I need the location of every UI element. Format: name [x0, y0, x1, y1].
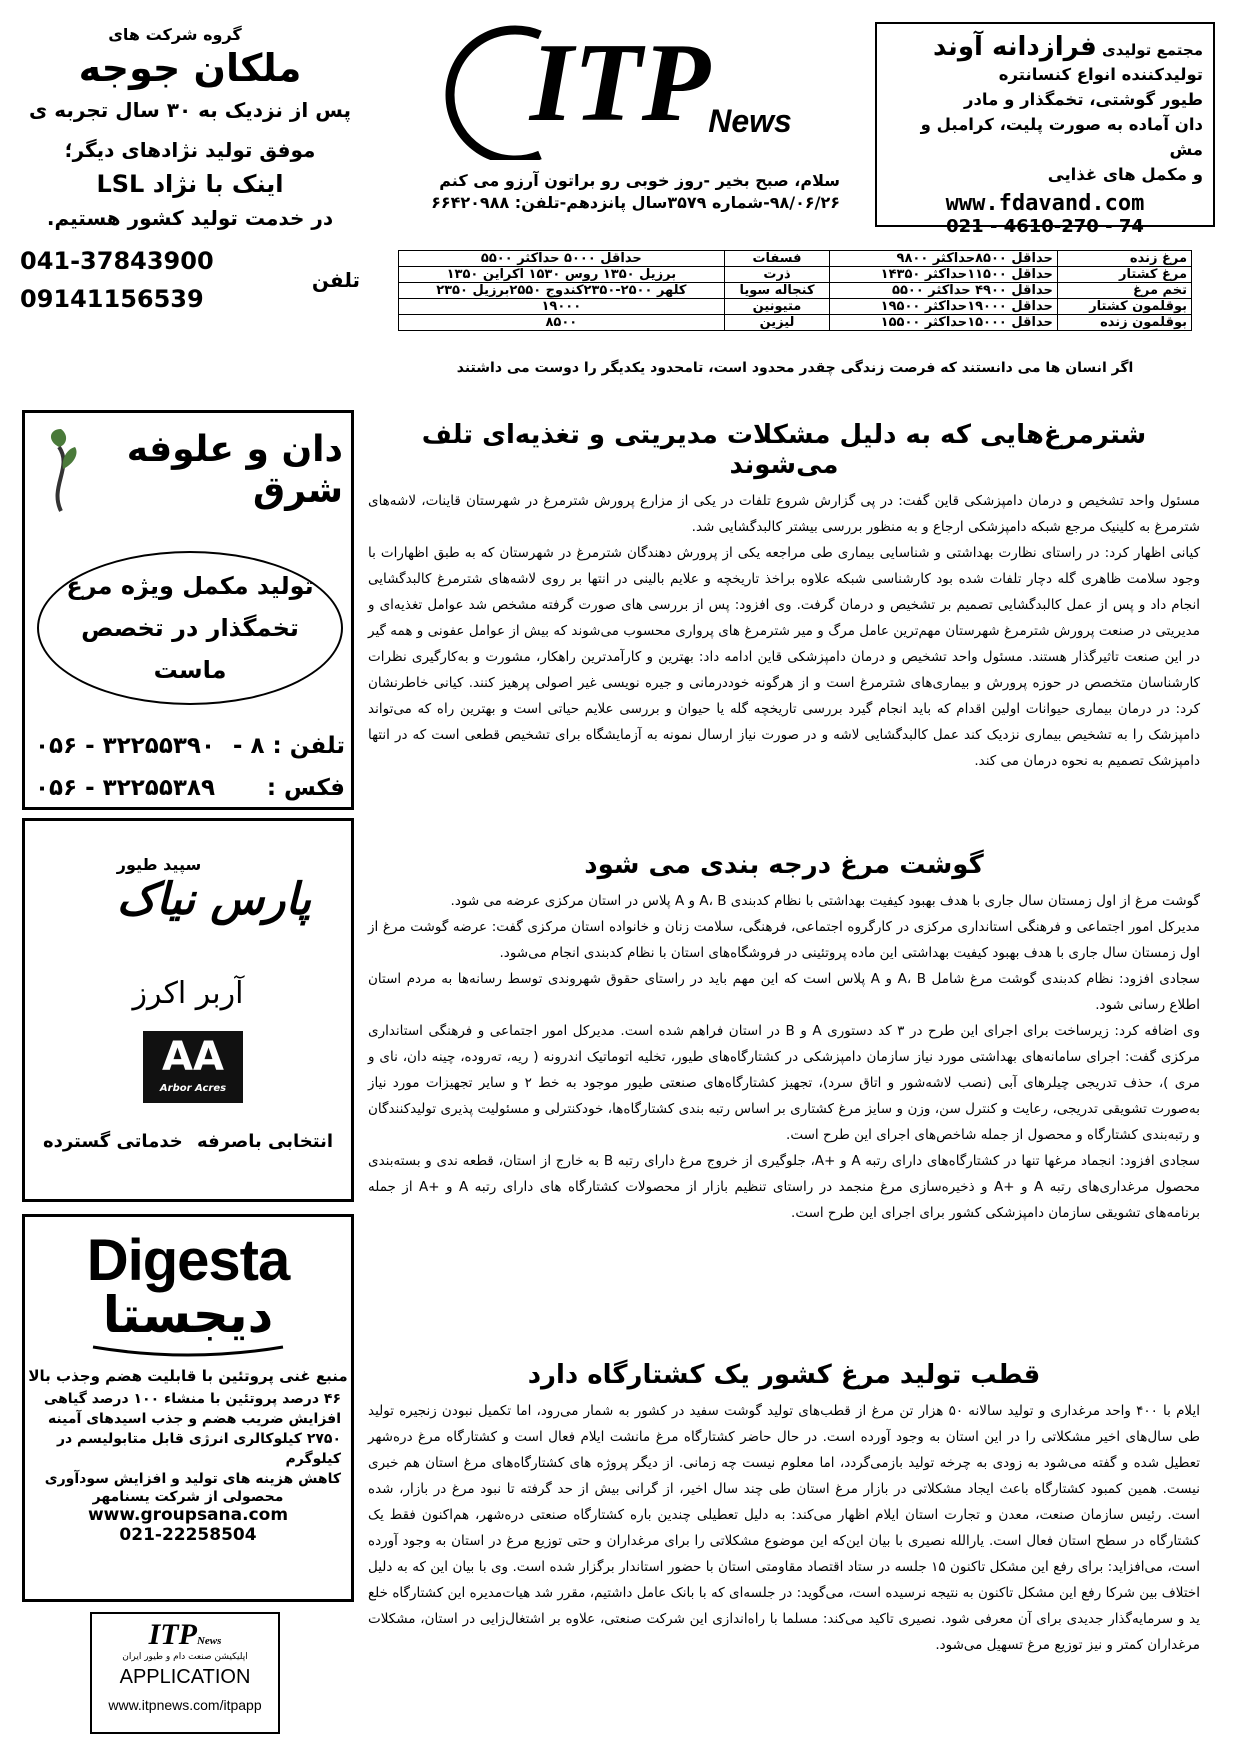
ad-pars-brand-name: پارس نیاک: [116, 874, 311, 925]
article-ilam-slaughterhouse: [368, 1360, 1200, 1658]
ad-malekan-service: در خدمت تولید کشور هستیم.: [46, 206, 334, 230]
ad-dan-olufeh-sharq: [22, 410, 354, 810]
article-paragraph: مسئول واحد تشخیص و درمان دامپزشکی قاین گفت: در پی گزارش شروع تلفات در یکی از مزارع پرورش شترمرغ در شهرستان قاینات، لاشه‌های شترمرغ به کلینیک مرجع شبکه دامپزشکی ارجاع و به منظور بررسی بیشتر کالبدگشایی شد.: [368, 493, 1200, 535]
ad-itp-app[interactable]: [90, 1612, 280, 1734]
article-paragraph: کیانی اظهار کرد: در راستای نظارت بهداشتی و شناسایی بیماری طی مراجعه یکی از پرورش دهندگان شترمرغ در شهرستان که به طبق اظهارات با وجود سلامت ظاهری گله دچار تلفات شده بود کارشناسی شبکه علاوه براخذ تاریخچه و علایم بالینی در انتها بر روی لاشه‌های شترمرغ کالبدگشایی انجام داد و پس از عمل کالبدگشایی تصمیم بر تشخیص و درمان گرفت. وی افزود: پس از بررسی های صورت گرفته مشخص شد عوامل تغذیه‌ای و مدیریتی در صنعت پرورش شترمرغ شهرستان مهم‌ترین عامل مرگ و میر شترمرغ های پرواری محسوب می‌شوند که بیش از عوامل عفونی و همه گیر در این صنعت تاثیرگذار هستند. مسئول واحد تشخیص و درمان دامپزشکی قاین ادامه داد: بهترین و کارآمدترین راهکار، مشورت و به‌کارگیری نظرات کارشناسان متخصص در حوزه پرورش و بیماری‌های شترمرغ است و از هرگونه خوددرمانی و جیره نویسی غیر اصولی پرهیز کنند. کیانی خاطرنشان کرد: در درمان بیماری حیوانات اولین اقدام که باید انجام گیرد بررسی تاریخچه گله یا حیوان و بررسی علایم حیاتی است و بهترین راه که می‌تواند دامپزشک را به تشخیص بیماری نزدیک کند عمل کالبدگشایی لاشه و در صورت نیاز ارسال نمونه به آزمایشگاه برای تشخیص قطعی است که در انتها دامپزشک تصمیم به نحوه درمان می کند.: [368, 545, 1200, 769]
ad-sharq-contact: [35, 725, 345, 809]
price-cell: متیونین: [724, 299, 830, 315]
issue-line: ۹۸/۰۶/۲۶-شماره ۳۵۷۹سال پانزدهم-تلفن: ۶۶۴۲۰۹۸۸: [431, 193, 840, 212]
ad-pars-arbor: آربر اکرز: [132, 976, 244, 1011]
ad-digesta-website[interactable]: www.groupsana.com: [87, 1505, 289, 1525]
ad-sharq-title: دان و علوفه شرق: [126, 429, 343, 511]
smile-curve-icon: [88, 1345, 288, 1359]
article-paragraph: سجادی افزود: نظام کدبندی گوشت مرغ شامل A، B و A پلاس است که این مهم باید در راستای حقوق شهروندی توسط رسانه‌ها به مردم استان اطلاع رسانی شود.: [368, 971, 1200, 1013]
price-cell: کلهر ۲۵۰۰-۲۳۵۰کندوج ۲۵۵۰برزیل ۲۳۵۰: [399, 283, 725, 299]
ad-pars-slogan: خدماتی گسترده: [43, 1131, 183, 1152]
ad-malekan-phone: 09141156539: [20, 285, 204, 313]
ad-faraz-line: طیور گوشتی، تخمگذار و مادر: [963, 90, 1203, 109]
price-cell: حداقل ۵۰۰۰ حداکثر ۵۵۰۰: [399, 251, 725, 267]
ad-malekan-line: موفق تولید نژادهای دیگر؛: [64, 138, 316, 162]
ad-digesta-bullet: ۲۷۵۰ کیلوکالری انرژی قابل متابولیسم در کیلوگرم: [56, 1431, 341, 1467]
ad-app-logo-news: News: [196, 1635, 222, 1647]
ad-app-logo: ITP: [148, 1618, 197, 1651]
logo-itp: ITP: [529, 21, 711, 145]
article-paragraph: سجادی افزود: انجماد مرغها تنها در کشتارگاه‌های دارای رتبه A و +A، جلوگیری از خروج مرغ دارای رتبه B به خارج از استان، قطعه ندی و بسته‌بندی محصول مرغداری‌های رتبه A و +A و ذخیره‌سازی مرغ منجمد در راستای تنظیم بازار از محصولات کشتارگاه های دارای رتبه A و +A از جمله برنامه‌های تشویقی سازمان دامپزشکی کشور برای اجرای این طرح است.: [368, 1153, 1201, 1221]
daily-quote: اگر انسان ها می دانستند که فرصت زندگی چقدر محدود است، تامحدود یکدیگر را دوست می داشتند: [456, 360, 1134, 376]
price-cell: مرغ زنده: [1057, 251, 1191, 267]
logo-arc: [450, 30, 540, 160]
ad-pars-niak: [22, 818, 354, 1202]
ad-pars-slogan: انتخابی باصرفه: [196, 1131, 333, 1152]
ad-sharq-ellipse: [37, 551, 343, 705]
article-ostrich: [368, 420, 1200, 774]
price-cell: ۸۵۰۰: [399, 315, 725, 331]
price-row: [399, 267, 1192, 283]
ad-digesta-producer: محصولی از شرکت یسنامهر: [92, 1489, 284, 1505]
ad-pars-brand: [116, 855, 311, 925]
ad-sharq-fax-label: فکس :: [266, 775, 345, 801]
article-title: گوشت مرغ درجه بندی می شود: [584, 850, 984, 880]
ad-digesta-brand-fa: دیجستا: [102, 1286, 274, 1344]
ad-malekan-phones: [20, 242, 360, 318]
price-table: [398, 250, 1192, 331]
ad-digesta-bullets: [25, 1389, 351, 1489]
price-row: [399, 299, 1192, 315]
greeting-text: سلام، صبح بخیر -روز خوبی رو براتون آرزو می کنم: [439, 171, 840, 190]
ad-sharq-fax: ۰۵۶ - ۳۲۲۵۵۳۸۹: [35, 775, 215, 801]
ad-sharq-ellipse-line: ماست: [153, 656, 227, 684]
article-paragraph: وی اضافه کرد: زیرساخت برای اجرای این طرح در ۳ کد دستوری A و B در استان فراهم شده است. مدیرکل امور اجتماعی و فرهنگی استانداری مرکزی گفت: اجرای سامانه‌های بهداشتی مورد نیاز سازمان دامپزشکی در کشتارگاه‌های طیور، تخلیه اتوماتیک اندرونه ( ریه، ته‌روده، چینه دان، نای و مری )، حذف تدریجی چیلرهای آبی (نصب لاشه‌شور و اتاق سرد)، تجهیز کشتارگاه‌های صنعتی طیور موجود به خط ۲ و سایر تجهیزات مورد نیاز به‌صورت تشویقی تدریجی، رعایت و کنترل سن، وزن و سایز مرغ کشتاری بر اساس رتبه بندی کشتارگاه‌ها، خودکنترلی و مسئولیت پذیری تولیدکنندگان و رتبه‌بندی کشتارگاه و محصول از جمله شاخص‌های اجرای این طرح است.: [368, 1023, 1200, 1143]
ad-sharq-phone-label: تلفن : ۸ -: [232, 733, 345, 759]
ad-faraz-line: تولیدکننده انواع کنسانتره: [998, 65, 1203, 84]
arbor-acres-aa: AA: [162, 1034, 224, 1080]
ad-faraz-line: و مکمل های غذایی: [1047, 165, 1203, 184]
article-title: قطب تولید مرغ کشور یک کشتارگاه دارد: [527, 1360, 1041, 1390]
ad-digesta-bullet: افزایش ضریب هضم و جذب اسیدهای آمینه: [47, 1411, 341, 1427]
ad-faraz-line: دان آماده به صورت پلیت، کرامبل و مش: [920, 115, 1203, 159]
price-cell: حداقل ۱۱۵۰۰حداکثر ۱۴۳۵۰: [830, 267, 1058, 283]
article-title: شترمرغ‌هایی که به دلیل مشکلات مدیریتی و تغذیه‌ای تلف می‌شوند: [421, 420, 1147, 480]
ad-pars-slogans: [43, 1131, 333, 1152]
price-cell: تخم مرغ: [1057, 283, 1191, 299]
price-cell: ۱۹۰۰۰: [399, 299, 725, 315]
price-row: [399, 315, 1192, 331]
ad-app-label: APPLICATION: [119, 1666, 251, 1688]
ad-digesta-brand-en: Digesta: [86, 1228, 290, 1293]
ad-faraz-website[interactable]: www.fdavand.com: [945, 191, 1145, 216]
ad-malekan-lsl: اینک با نژاد LSL: [96, 170, 284, 198]
price-cell: کنجاله سویا: [724, 283, 830, 299]
ad-malekan-line: پس از نزدیک به ۳۰ سال تجربه ی: [28, 98, 352, 122]
ad-faraz-daneh: [875, 22, 1215, 237]
ad-faraz-name: فرازدانه آوند: [933, 32, 1097, 62]
masthead-info: [400, 170, 840, 214]
ad-app-url[interactable]: www.itpnews.com/itpapp: [108, 1697, 262, 1713]
price-cell: برزیل ۱۳۵۰ روس ۱۵۳۰ اکراین ۱۳۵۰: [399, 267, 725, 283]
ad-sharq-ellipse-line: تخمگذار در تخصص: [81, 614, 299, 642]
article-chicken-grading: [368, 850, 1200, 1226]
ad-digesta-phone: 021-22258504: [119, 1525, 257, 1545]
ad-pars-small: سپید طیور: [116, 855, 202, 874]
price-table-body: [399, 251, 1192, 331]
article-paragraph: ایلام با ۴۰۰ واحد مرغداری و تولید سالانه ۵۰ هزار تن مرغ از قطب‌های تولید گوشت سفید در کشور به شمار می‌رود، اما تکمیل نبودن زنجیره تولید طی سال‌های اخیر مشکلاتی را در این استان به وجود آورده است. در حال حاضر کشتارگاه مرغ مانشت ایلام فعال است و کشتارگاه مرغ دره‌شهر تعطیل شده و گفته می‌شود به زودی به چرخه تولید بازمی‌گردد، اما معلوم نیست چه زمانی. از دیگر پروژه های کشتارگاه‌های مرغ استان هم خبری نیست. همین کمبود کشتارگاه باعث ایجاد مشکلاتی در بازار مرغ استان طی چند سال اخیر، از گرانی بیش از حد گرفته تا نبود مرغ در بازار، شده است. رئیس سازمان صنعت، معدن و تجارت استان ایلام اظهار می‌کند: به دلیل تعطیلی چندین باره کشتارگاه صنعتی دره‌شهر، هم‌اکنون فقط یک کشتارگاه در سطح استان فعال است. یارالله نصیری با بیان این‌که این موضوع مشکلاتی را برای مرغداران و حتی توزیع مرغ در استان به وجود آورده است، می‌افزاید: برای رفع این مشکل تاکنون ۱۵ جلسه در ستاد اقتصاد مقاومتی استان با حضور استاندار برگزار شده است. وی با بیان این که به دلیل اختلاف بین شرکا رفع این مشکل تاکنون به نتیجه نرسیده است، می‌گوید: در جلسه‌ای که با بانک عامل داشتیم، مقرر شد هیات‌مدیره این کشتارگاه خلع ید و سرمایه‌گذار جدیدی برای آن معرفی شود. نصیری تاکید می‌کند: مسلما با راه‌اندازی این شرکت صنعتی، علاوه بر اشتغال‌زایی در استان، مشکلات مرغداران کمتر و نیز توزیع مرغ تسهیل می‌شود.: [368, 1403, 1200, 1653]
ad-faraz-phone: 021 - 4610-270 - 74: [946, 216, 1144, 237]
ad-faraz-prefix: مجتمع تولیدی: [1102, 41, 1203, 59]
ad-malekan-jujeh: [20, 25, 360, 395]
ad-sharq-phone: ۰۵۶ - ۳۲۲۵۵۳۹۰: [35, 733, 215, 759]
ad-digesta-bullet: ۴۶ درصد پروتئین با منشاء ۱۰۰ درصد گیاهی: [43, 1391, 341, 1407]
price-cell: حداقل ۸۵۰۰حداکثر ۹۸۰۰: [830, 251, 1058, 267]
price-cell: فسفات: [724, 251, 830, 267]
ad-app-desc: اپلیکیشن صنعت دام و طیور ایران: [122, 1652, 248, 1662]
price-cell: مرغ کشتار: [1057, 267, 1191, 283]
price-row: [399, 283, 1192, 299]
price-cell: بوقلمون زنده: [1057, 315, 1191, 331]
logo-news: News: [708, 103, 792, 139]
ad-sharq-ellipse-line: تولید مکمل ویژه مرغ: [66, 572, 314, 600]
arbor-acres-logo: [143, 1031, 243, 1103]
price-cell: حداقل ۱۹۰۰۰حداکثر ۱۹۵۰۰: [830, 299, 1058, 315]
ad-digesta-headline: منبع غنی پروتئین با قابلیت هضم وجذب بالا: [28, 1367, 348, 1385]
price-cell: لیزین: [724, 315, 830, 331]
price-cell: حداقل ۴۹۰۰ حداکثر ۵۵۰۰: [830, 283, 1058, 299]
ad-digesta-bullet: کاهش هزینه های تولید و افزایش سودآوری: [44, 1471, 341, 1487]
ad-malekan-phone: 041-37843900: [20, 247, 214, 275]
ad-malekan-phone-label: تلفن: [311, 268, 360, 292]
article-paragraph: گوشت مرغ از اول زمستان سال جاری با هدف بهبود کیفیت بهداشتی با نظام کدبندی A، B و A پلاس در استان مرکزی عرضه می شود.: [450, 893, 1200, 909]
price-row: [399, 251, 1192, 267]
price-cell: ذرت: [724, 267, 830, 283]
article-paragraph: مدیرکل امور اجتماعی و فرهنگی استانداری مرکزی در کارگروه اجتماعی، فرهنگی، سلامت زنان و خانواده استان مرکزی گفت: عرضه گوشت مرغ از اول زمستان سال جاری با هدف بهبود کیفیت بهداشتی این ماده پروتئینی در فروشگاه‌های استان با نظام کدبندی انجام می‌شود.: [368, 919, 1200, 961]
ad-malekan-group: گروه شرکت های: [108, 25, 242, 44]
ad-malekan-name: ملکان جوجه: [78, 46, 302, 90]
itp-news-logo[interactable]: [420, 20, 820, 160]
arbor-acres-sub: Arbor Acres: [159, 1083, 227, 1094]
ad-digesta: [22, 1214, 354, 1602]
price-cell: حداقل ۱۵۰۰۰حداکثر ۱۵۵۰۰: [830, 315, 1058, 331]
logo-graphic: [420, 20, 820, 160]
price-cell: بوقلمون کشتار: [1057, 299, 1191, 315]
